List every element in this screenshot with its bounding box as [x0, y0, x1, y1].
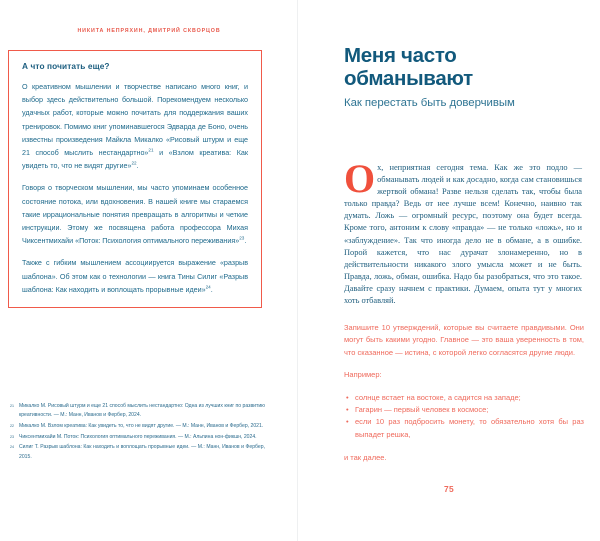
footnote-ref-21: 21: [148, 147, 154, 153]
footnote-text: Силиг Т. Разрыв шаблона: Как находить и воплощать прорывные идеи. — М.: Манн, Иванов и Фербер, 2015.: [19, 444, 265, 460]
list-item-text: если 10 раз подбросить монету, то обязательно хотя бы раз выпадет решка,: [355, 417, 584, 439]
footnote-item: [10, 402, 265, 421]
callout-paragraph-text: Также с гибким мышлением ассоциируется выражение «разрыв шаблона». Об этом как о технологии — книга Тины Силиг «Разрыв шаблона: Как находить и воплощать прорывные идеи»: [22, 258, 248, 294]
footnote-ref-24: 24: [205, 284, 211, 290]
callout-paragraph-text: О креативном мышлении и творчестве написано много книг, и выбор здесь действительно большой. Порекомендуем несколько удачных работ, которые можно почитать для поддержания ваших тренировок. Помимо книг упоминавшегося Эдварда де Боно, очень известны произведения Майкла Микалко «Рисовый штурм и еще 21 способ мыслить нестандартно»: [22, 82, 248, 158]
callout-paragraph: [22, 181, 248, 247]
list-item: [344, 404, 584, 416]
callout-paragraph-period: .: [244, 236, 247, 246]
chapter-subtitle: Как перестать быть доверчивым: [344, 97, 515, 109]
list-item: [344, 416, 584, 441]
footnote-number: 21: [10, 404, 14, 408]
dropcap-paragraph: [344, 156, 582, 307]
bullet-icon: •: [346, 405, 349, 415]
running-header: НИКИТА НЕПРЯХИН, ДМИТРИЙ СКВОРЦОВ: [77, 28, 221, 34]
list-item-text: солнце встает на востоке, а садится на западе;: [355, 392, 521, 402]
footnote-text: Микалко М. Взлом креатива: Как увидеть то, что не видят другие. — М.: Манн, Иванов и Фербер, 2021.: [19, 423, 264, 429]
body-text-block: [344, 156, 582, 307]
footnote-ref-22: 22: [131, 160, 137, 166]
callout-paragraph-text: Говоря о творческом мышлении, мы часто упоминаем особенное состояние потока, или вдохновения. В нашей книге мы стараемся такие иррациональные понятия превращать в алгоритмы и четкие инструкции. Этому же посвящена работа профессора Михая Чиксентмихайи «Поток: Психология оптимального переживания»: [22, 183, 248, 246]
list-item-text: Гагарин — первый человек в космосе;: [355, 405, 489, 415]
footnote-text: Чиксентмихайи М. Поток: Психология оптимального переживания. — М.: Альпина нон-фикшн, 2024.: [19, 433, 257, 440]
example-label: Например:: [344, 370, 382, 380]
chapter-title: Меня часто обманывают: [344, 44, 473, 90]
callout-paragraph-period: .: [210, 284, 213, 294]
footnote-item: [10, 433, 265, 442]
exercise-instruction: Запишите 10 утверждений, которые вы считаете правдивыми. Они могут быть какими угодно. Главное — это ваша уверенность в том, что сказанное — истина, с которой легко согласятся другие люди.: [344, 323, 584, 357]
left-page: [0, 0, 298, 541]
page-number: 75: [443, 484, 455, 494]
callout-title: А что почитать еще?: [22, 61, 110, 71]
callout-paragraph-period: .: [136, 161, 139, 171]
bullet-icon: •: [346, 392, 349, 402]
callout-paragraph: [22, 80, 248, 172]
list-item: [344, 392, 584, 404]
right-page: [298, 0, 600, 541]
exercise-block: [344, 322, 584, 465]
footnote-number: 24: [10, 445, 14, 450]
footnote-text: Микалко М. Рисовый штурм и еще 21 способ мыслить нестандартно: Одна из лучших книг по развитию креативности. — М.: Манн, Иванов и Фербер, 2024.: [19, 403, 265, 419]
closing-text: и так далее.: [344, 453, 387, 463]
bullet-icon: •: [346, 417, 349, 427]
footnote-number: 23: [10, 434, 14, 439]
callout-paragraph: [22, 256, 248, 296]
footnote-number: 22: [10, 424, 14, 428]
callout-box: [8, 50, 262, 308]
example-list: [344, 392, 584, 442]
callout-paragraph-text-mid: и «Взлом креатива: Как увидеть то, что не видят другие»: [22, 148, 249, 171]
footnotes-list: [10, 402, 265, 463]
footnote-item: [10, 422, 265, 431]
footnote-ref-23: 23: [239, 235, 245, 241]
body-paragraph: х, неприятная сегодня тема. Как же это подло — обманывать людей и как досадно, когда сам становишься жертвой обмана! Разве нельзя сделать так, чтобы была только правда? Ведь от нее лучше всем! Конечно, наивно так думать. Ложь — огромный ресурс, поэтому она будет всегда. Кроме того, антоним к слову «правда» — не только «ложь», но и «заблуждение». Так что иногда дело не в обмане, а в ошибке. Порой кажется, что нас дурачат злонамеренно, но в действительности никакого злого умысла может и не быть. Правда, ложь, обман, ошибка. Надо бы разобраться, что это такое. Давайте сразу начнем с практики. Думаем, опыта тут у многих хоть отбавляй.: [344, 163, 582, 306]
drop-cap-letter: О: [344, 156, 375, 201]
footnote-item: [10, 443, 265, 462]
